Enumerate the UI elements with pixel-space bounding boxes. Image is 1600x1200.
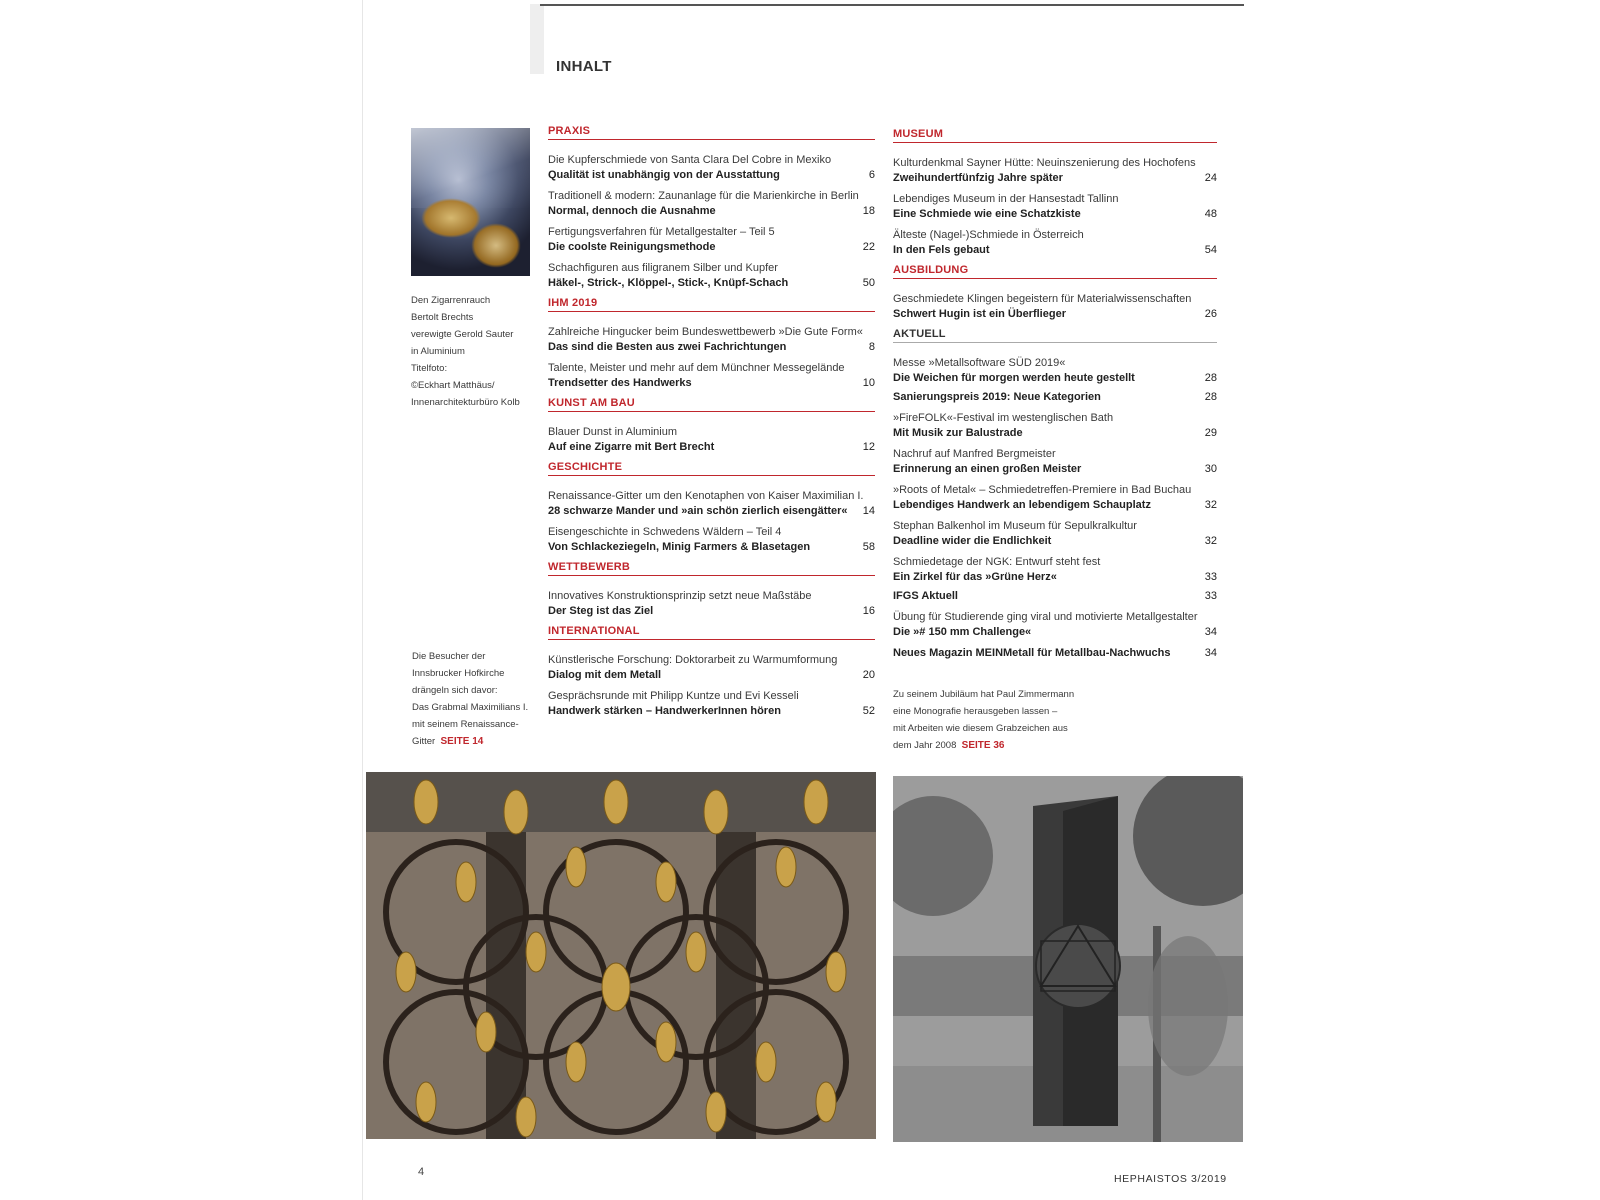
section-title: AKTUELL <box>893 328 1217 343</box>
page-number: 34 <box>1204 647 1217 659</box>
page-heading: INHALT <box>556 58 612 75</box>
toc-column-right <box>893 128 1217 667</box>
page-number: 10 <box>862 377 875 389</box>
top-rule <box>540 4 1244 6</box>
page-number: 58 <box>862 541 875 553</box>
toc-entry[interactable]: Traditionell & modern: Zaunanlage für die Marienkirche in Berlin Normal, dennoch die Ausnahme 18 <box>548 190 875 217</box>
toc-entry[interactable]: Geschmiedete Klingen begeistern für Materialwissenschaften Schwert Hugin ist ein Überflieger 26 <box>893 293 1217 320</box>
page-number: 16 <box>862 605 875 617</box>
caption-mid-left: Die Besucher der Innsbrucker Hofkirche drängeln sich davor: Das Grabmal Maximilians I. mit seinem Renaissance- Gitter SEITE 14 <box>412 651 529 747</box>
toc-entry[interactable]: Renaissance-Gitter um den Kenotaphen von Kaiser Maximilian I. 28 schwarze Mander und »ain schön zierlich eisengätter« 14 <box>548 490 875 517</box>
grave-marker-photo <box>893 776 1243 1142</box>
toc-entry[interactable]: Künstlerische Forschung: Doktorarbeit zu Warmumformung Dialog mit dem Metall 20 <box>548 654 875 681</box>
top-strip <box>530 4 544 74</box>
section-title: WETTBEWERB <box>548 561 875 576</box>
page-number: 34 <box>1204 626 1217 638</box>
toc-entry[interactable]: Übung für Studierende ging viral und motivierte Metallgestalter Die »# 150 mm Challenge« 34 <box>893 611 1217 638</box>
page-number: 29 <box>1204 427 1217 439</box>
section-aktuell <box>893 328 1217 661</box>
toc-entry[interactable]: Sanierungspreis 2019: Neue Kategorien 28 <box>893 391 1217 403</box>
grave-marker-illustration <box>893 776 1243 1142</box>
page-number: 52 <box>862 705 875 717</box>
page-number: 22 <box>862 241 875 253</box>
toc-entry[interactable]: Fertigungsverfahren für Metallgestalter – Teil 5 Die coolste Reinigungsmethode 22 <box>548 226 875 253</box>
toc-entry[interactable]: Schachfiguren aus filigranem Silber und Kupfer Häkel-, Strick-, Klöppel-, Stick-, Knüpf-Schach 50 <box>548 262 875 289</box>
section-wettbewerb <box>548 561 875 619</box>
renaissance-gate-photo <box>366 772 876 1139</box>
toc-entry[interactable]: Schmiedetage der NGK: Entwurf steht fest Ein Zirkel für das »Grüne Herz« 33 <box>893 556 1217 583</box>
section-ausbildung <box>893 264 1217 322</box>
page-number: 24 <box>1204 172 1217 184</box>
page-number: 48 <box>1204 208 1217 220</box>
page-number: 33 <box>1204 571 1217 583</box>
toc-entry[interactable]: »FireFOLK«-Festival im westenglischen Bath Mit Musik zur Balustrade 29 <box>893 412 1217 439</box>
toc-entry[interactable]: Älteste (Nagel-)Schmiede in Österreich In den Fels gebaut 54 <box>893 229 1217 256</box>
page-number: 6 <box>868 169 875 181</box>
cigar-sculpture-photo <box>411 128 530 276</box>
toc-entry[interactable]: Stephan Balkenhol im Museum für Sepulkralkultur Deadline wider die Endlichkeit 32 <box>893 520 1217 547</box>
gate-ornament-illustration <box>366 772 876 1139</box>
section-title: AUSBILDUNG <box>893 264 1217 279</box>
toc-entry[interactable]: Die Kupferschmiede von Santa Clara Del Cobre in Mexiko Qualität ist unabhängig von der Ausstattung 6 <box>548 154 875 181</box>
page-number: 8 <box>868 341 875 353</box>
toc-entry[interactable]: Gesprächsrunde mit Philipp Kuntze und Evi Kesseli Handwerk stärken – HandwerkerInnen hören 52 <box>548 690 875 717</box>
toc-entry[interactable]: Eisengeschichte in Schwedens Wäldern – Teil 4 Von Schlackeziegeln, Minig Farmers & Blasetagen 58 <box>548 526 875 553</box>
toc-entry[interactable]: Innovatives Konstruktionsprinzip setzt neue Maßstäbe Der Steg ist das Ziel 16 <box>548 590 875 617</box>
page-number: 50 <box>862 277 875 289</box>
toc-entry[interactable]: Messe »Metallsoftware SÜD 2019« Die Weichen für morgen werden heute gestellt 28 <box>893 357 1217 384</box>
toc-column-middle <box>548 125 875 725</box>
toc-entry[interactable]: IFGS Aktuell 33 <box>893 590 1217 602</box>
page-number: 14 <box>862 505 875 517</box>
page-number: 26 <box>1204 308 1217 320</box>
caption-top-left: Den Zigarrenrauch Bertolt Brechts verewigte Gerold Sauter in Aluminium Titelfoto: ©Eckhart Matthäus/ Innenarchitekturbüro Kolb <box>411 295 520 408</box>
section-title: IHM 2019 <box>548 297 875 312</box>
page-number: 12 <box>862 441 875 453</box>
toc-entry[interactable]: Blauer Dunst in Aluminium Auf eine Zigarre mit Bert Brecht 12 <box>548 426 875 453</box>
page-number: 32 <box>1204 535 1217 547</box>
section-title: KUNST AM BAU <box>548 397 875 412</box>
page-number: 20 <box>862 669 875 681</box>
page-number: 18 <box>862 205 875 217</box>
page-number: 30 <box>1204 463 1217 475</box>
toc-entry[interactable]: Talente, Meister und mehr auf dem Münchner Messegelände Trendsetter des Handwerks 10 <box>548 362 875 389</box>
toc-entry[interactable]: Kulturdenkmal Sayner Hütte: Neuinszenierung des Hochofens Zweihundertfünfzig Jahre später 24 <box>893 157 1217 184</box>
toc-entry[interactable]: »Roots of Metal« – Schmiedetreffen-Premiere in Bad Buchau Lebendiges Handwerk an lebendigem Schauplatz 32 <box>893 484 1217 511</box>
page-number: 32 <box>1204 499 1217 511</box>
page-number: 28 <box>1204 391 1217 403</box>
section-international <box>548 625 875 719</box>
section-title: PRAXIS <box>548 125 875 140</box>
section-title: INTERNATIONAL <box>548 625 875 640</box>
section-geschichte <box>548 461 875 555</box>
magazine-issue: HEPHAISTOS 3/2019 <box>1114 1173 1227 1185</box>
section-kunst-am-bau <box>548 397 875 455</box>
toc-entry[interactable]: Zahlreiche Hingucker beim Bundeswettbewerb »Die Gute Form« Das sind die Besten aus zwei Fachrichtungen 8 <box>548 326 875 353</box>
page-number: 33 <box>1204 590 1217 602</box>
page-reference: SEITE 36 <box>961 740 1005 751</box>
page-number: 54 <box>1204 244 1217 256</box>
toc-entry[interactable]: Lebendiges Museum in der Hansestadt Tallinn Eine Schmiede wie eine Schatzkiste 48 <box>893 193 1217 220</box>
page-number: 28 <box>1204 372 1217 384</box>
page-reference: SEITE 14 <box>440 736 484 747</box>
toc-entry[interactable]: Neues Magazin MEINMetall für Metallbau-Nachwuchs 34 <box>893 647 1217 659</box>
section-museum <box>893 128 1217 258</box>
caption-right: Zu seinem Jubiläum hat Paul Zimmermann eine Monografie herausgeben lassen – mit Arbeiten wie diesem Grabzeichen aus dem Jahr 2008 SEITE 36 <box>893 689 1075 751</box>
section-title: GESCHICHTE <box>548 461 875 476</box>
page-number-footer: 4 <box>418 1166 425 1178</box>
section-praxis <box>548 125 875 291</box>
section-ihm-2019 <box>548 297 875 391</box>
toc-entry[interactable]: Nachruf auf Manfred Bergmeister Erinnerung an einen großen Meister 30 <box>893 448 1217 475</box>
section-title: MUSEUM <box>893 128 1217 143</box>
